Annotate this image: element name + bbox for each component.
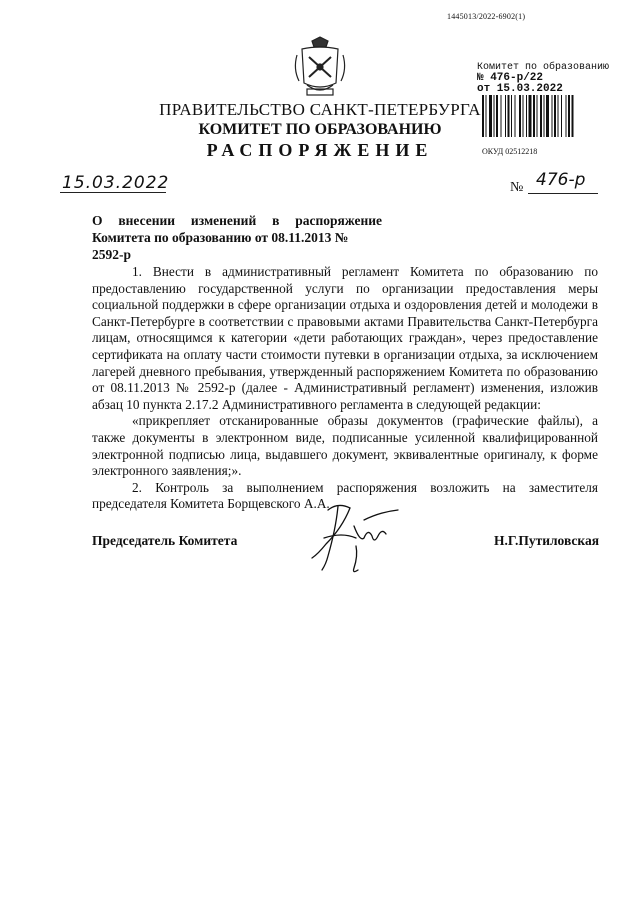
barcode bbox=[482, 95, 608, 137]
subject-line-1: О внесении изменений в распоряжение bbox=[92, 213, 382, 228]
signatory-position: Председатель Комитета bbox=[92, 533, 238, 548]
document-type: РАСПОРЯЖЕНИЕ bbox=[206, 140, 434, 160]
registration-org: Комитет по образованию bbox=[477, 62, 610, 73]
registration-stamp bbox=[477, 62, 617, 95]
okud-code: ОКУД 02512218 bbox=[482, 147, 538, 156]
paragraph-1: 1. Внести в административный регламент Комитета по образованию по предоставлению государственной услуги по организации предоставления меры социальной поддержки в сфере организации отдыха и оздоровления детей и молодежи в Санкт-Петербурге в соответствии с правовыми актами Правительства Санкт-Петербурга лицам, относящимся к категории «дети работающих граждан», через предоставление сертификата на оплату части стоимости путевки в организации отдыха, за исключением лагерей дневного пребывания, утвержденный распоряжением Комитета по образованию от 08.11.2013 № 2592-р (далее - Административный регламент) изменения, изложив абзац 10 пункта 2.17.2 Административного регламента в следующей редакции: bbox=[92, 264, 598, 412]
coat-of-arms-icon bbox=[289, 35, 351, 99]
registration-number: № 476-р/22 bbox=[477, 72, 544, 84]
number-label: № bbox=[510, 180, 524, 195]
paragraph-quote: «прикрепляет отсканированные образы документов (графические файлы), а также документы в электронном виде, подписанные усиленной квалифицированной электронной подписью лица, выдавшего документ, эквивалентные оригиналу, к форме электронного заявления;». bbox=[92, 413, 598, 479]
date-underline bbox=[60, 192, 166, 193]
number-underline bbox=[528, 193, 598, 194]
document-subject bbox=[92, 212, 382, 263]
document-body bbox=[92, 264, 598, 513]
signatory-name: Н.Г.Путиловская bbox=[494, 533, 600, 548]
government-title: ПРАВИТЕЛЬСТВО САНКТ-ПЕТЕРБУРГА bbox=[159, 100, 481, 119]
handwritten-date: 15.03.2022 bbox=[62, 173, 170, 193]
registration-date: от 15.03.2022 bbox=[477, 83, 563, 95]
committee-title: КОМИТЕТ ПО ОБРАЗОВАНИЮ bbox=[198, 121, 442, 138]
subject-line-2: Комитета по образованию от 08.11.2013 № 2592-р bbox=[92, 230, 349, 262]
paragraph-2: 2. Контроль за выполнением распоряжения возложить на заместителя председателя Комитета Борщевского А.А. bbox=[92, 479, 598, 512]
document-id: 1445013/2022-6902(1) bbox=[447, 12, 526, 21]
handwritten-signature bbox=[298, 498, 408, 578]
handwritten-number: 476-р bbox=[536, 170, 586, 190]
